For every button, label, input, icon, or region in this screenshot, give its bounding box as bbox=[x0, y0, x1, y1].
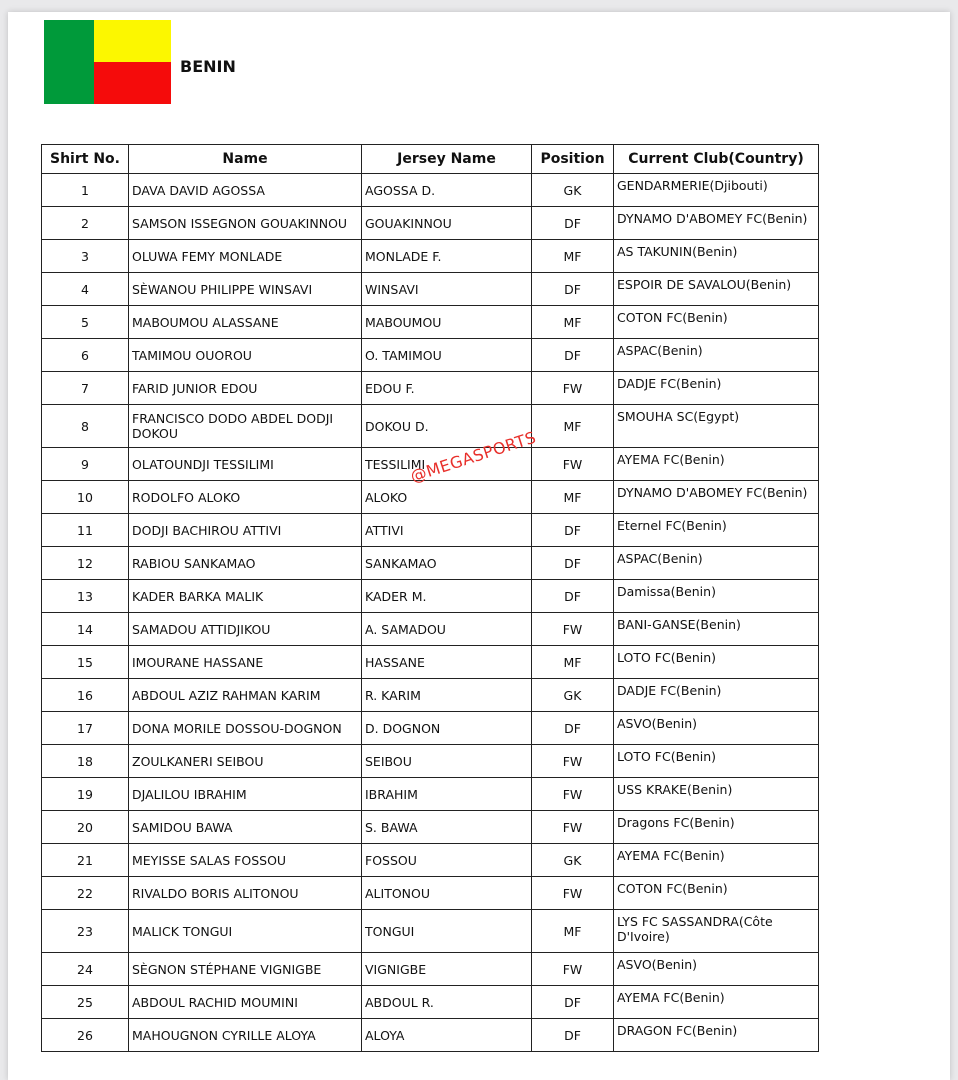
table-row bbox=[42, 811, 819, 844]
player-name-cell: OLATOUNDJI TESSILIMI bbox=[129, 448, 362, 481]
shirt-number-cell: 2 bbox=[42, 207, 129, 240]
table-row bbox=[42, 745, 819, 778]
table-row bbox=[42, 778, 819, 811]
position-cell: FW bbox=[532, 372, 614, 405]
benin-flag-icon bbox=[44, 20, 171, 104]
col-header-position: Position bbox=[532, 145, 614, 174]
shirt-number-cell: 4 bbox=[42, 273, 129, 306]
table-row bbox=[42, 514, 819, 547]
jersey-name-cell: GOUAKINNOU bbox=[362, 207, 532, 240]
position-cell: MF bbox=[532, 405, 614, 448]
player-name-cell: FARID JUNIOR EDOU bbox=[129, 372, 362, 405]
jersey-name-cell: ALITONOU bbox=[362, 877, 532, 910]
table-row bbox=[42, 580, 819, 613]
jersey-name-cell: A. SAMADOU bbox=[362, 613, 532, 646]
jersey-name-cell: KADER M. bbox=[362, 580, 532, 613]
jersey-name-cell: VIGNIGBE bbox=[362, 953, 532, 986]
col-header-name: Name bbox=[129, 145, 362, 174]
current-club-cell: COTON FC(Benin) bbox=[614, 877, 819, 910]
jersey-name-cell: DOKOU D. bbox=[362, 405, 532, 448]
current-club-cell: GENDARMERIE(Djibouti) bbox=[614, 174, 819, 207]
player-name-cell: KADER BARKA MALIK bbox=[129, 580, 362, 613]
player-name-cell: RABIOU SANKAMAO bbox=[129, 547, 362, 580]
flag-yellow-band bbox=[94, 20, 171, 62]
jersey-name-cell: EDOU F. bbox=[362, 372, 532, 405]
watermark: @MEGASPORTS bbox=[408, 427, 539, 487]
position-cell: DF bbox=[532, 273, 614, 306]
shirt-number-cell: 13 bbox=[42, 580, 129, 613]
jersey-name-cell: AGOSSA D. bbox=[362, 174, 532, 207]
player-name-cell: ABDOUL AZIZ RAHMAN KARIM bbox=[129, 679, 362, 712]
shirt-number-cell: 12 bbox=[42, 547, 129, 580]
table-row bbox=[42, 679, 819, 712]
shirt-number-cell: 8 bbox=[42, 405, 129, 448]
current-club-cell: ASVO(Benin) bbox=[614, 712, 819, 745]
shirt-number-cell: 18 bbox=[42, 745, 129, 778]
jersey-name-cell: IBRAHIM bbox=[362, 778, 532, 811]
current-club-cell: ESPOIR DE SAVALOU(Benin) bbox=[614, 273, 819, 306]
position-cell: DF bbox=[532, 514, 614, 547]
shirt-number-cell: 10 bbox=[42, 481, 129, 514]
position-cell: FW bbox=[532, 745, 614, 778]
current-club-cell: COTON FC(Benin) bbox=[614, 306, 819, 339]
current-club-cell: LOTO FC(Benin) bbox=[614, 646, 819, 679]
position-cell: FW bbox=[532, 448, 614, 481]
shirt-number-cell: 17 bbox=[42, 712, 129, 745]
position-cell: MF bbox=[532, 910, 614, 953]
player-name-cell: MALICK TONGUI bbox=[129, 910, 362, 953]
position-cell: GK bbox=[532, 844, 614, 877]
table-row bbox=[42, 372, 819, 405]
position-cell: MF bbox=[532, 646, 614, 679]
player-name-cell: RIVALDO BORIS ALITONOU bbox=[129, 877, 362, 910]
jersey-name-cell: SEIBOU bbox=[362, 745, 532, 778]
shirt-number-cell: 16 bbox=[42, 679, 129, 712]
shirt-number-cell: 24 bbox=[42, 953, 129, 986]
player-name-cell: MABOUMOU ALASSANE bbox=[129, 306, 362, 339]
col-header-current-club: Current Club(Country) bbox=[614, 145, 819, 174]
current-club-cell: DYNAMO D'ABOMEY FC(Benin) bbox=[614, 207, 819, 240]
position-cell: MF bbox=[532, 306, 614, 339]
table-row bbox=[42, 953, 819, 986]
player-name-cell: TAMIMOU OUOROU bbox=[129, 339, 362, 372]
position-cell: FW bbox=[532, 613, 614, 646]
shirt-number-cell: 15 bbox=[42, 646, 129, 679]
shirt-number-cell: 26 bbox=[42, 1019, 129, 1052]
flag-red-band bbox=[94, 62, 171, 104]
table-row bbox=[42, 339, 819, 372]
jersey-name-cell: O. TAMIMOU bbox=[362, 339, 532, 372]
player-name-cell: SAMADOU ATTIDJIKOU bbox=[129, 613, 362, 646]
current-club-cell: Damissa(Benin) bbox=[614, 580, 819, 613]
current-club-cell: ASPAC(Benin) bbox=[614, 339, 819, 372]
shirt-number-cell: 3 bbox=[42, 240, 129, 273]
current-club-cell: USS KRAKE(Benin) bbox=[614, 778, 819, 811]
current-club-cell: BANI-GANSE(Benin) bbox=[614, 613, 819, 646]
shirt-number-cell: 21 bbox=[42, 844, 129, 877]
position-cell: GK bbox=[532, 174, 614, 207]
position-cell: FW bbox=[532, 953, 614, 986]
player-name-cell: ABDOUL RACHID MOUMINI bbox=[129, 986, 362, 1019]
player-name-cell: DONA MORILE DOSSOU-DOGNON bbox=[129, 712, 362, 745]
current-club-cell: AS TAKUNIN(Benin) bbox=[614, 240, 819, 273]
shirt-number-cell: 11 bbox=[42, 514, 129, 547]
position-cell: DF bbox=[532, 339, 614, 372]
current-club-cell: AYEMA FC(Benin) bbox=[614, 844, 819, 877]
player-name-cell: MEYISSE SALAS FOSSOU bbox=[129, 844, 362, 877]
shirt-number-cell: 19 bbox=[42, 778, 129, 811]
jersey-name-cell: MABOUMOU bbox=[362, 306, 532, 339]
position-cell: DF bbox=[532, 580, 614, 613]
jersey-name-cell: ALOKO bbox=[362, 481, 532, 514]
shirt-number-cell: 9 bbox=[42, 448, 129, 481]
player-name-cell: OLUWA FEMY MONLADE bbox=[129, 240, 362, 273]
header-row bbox=[42, 145, 819, 174]
player-name-cell: DAVA DAVID AGOSSA bbox=[129, 174, 362, 207]
player-name-cell: ZOULKANERI SEIBOU bbox=[129, 745, 362, 778]
table-row bbox=[42, 207, 819, 240]
player-name-cell: SÈGNON STÉPHANE VIGNIGBE bbox=[129, 953, 362, 986]
position-cell: FW bbox=[532, 877, 614, 910]
position-cell: MF bbox=[532, 481, 614, 514]
jersey-name-cell: R. KARIM bbox=[362, 679, 532, 712]
current-club-cell: AYEMA FC(Benin) bbox=[614, 448, 819, 481]
col-header-jersey-name: Jersey Name bbox=[362, 145, 532, 174]
shirt-number-cell: 5 bbox=[42, 306, 129, 339]
current-club-cell: AYEMA FC(Benin) bbox=[614, 986, 819, 1019]
player-name-cell: RODOLFO ALOKO bbox=[129, 481, 362, 514]
player-name-cell: IMOURANE HASSANE bbox=[129, 646, 362, 679]
jersey-name-cell: WINSAVI bbox=[362, 273, 532, 306]
current-club-cell: Dragons FC(Benin) bbox=[614, 811, 819, 844]
position-cell: DF bbox=[532, 207, 614, 240]
jersey-name-cell: HASSANE bbox=[362, 646, 532, 679]
current-club-cell: DADJE FC(Benin) bbox=[614, 679, 819, 712]
player-name-cell: SAMSON ISSEGNON GOUAKINNOU bbox=[129, 207, 362, 240]
current-club-cell: DYNAMO D'ABOMEY FC(Benin) bbox=[614, 481, 819, 514]
current-club-cell: LOTO FC(Benin) bbox=[614, 745, 819, 778]
table-row bbox=[42, 273, 819, 306]
current-club-cell: Eternel FC(Benin) bbox=[614, 514, 819, 547]
shirt-number-cell: 20 bbox=[42, 811, 129, 844]
table-row bbox=[42, 481, 819, 514]
table-row bbox=[42, 877, 819, 910]
position-cell: MF bbox=[532, 240, 614, 273]
position-cell: DF bbox=[532, 712, 614, 745]
table-row bbox=[42, 240, 819, 273]
table-row bbox=[42, 712, 819, 745]
shirt-number-cell: 23 bbox=[42, 910, 129, 953]
table-row bbox=[42, 1019, 819, 1052]
position-cell: FW bbox=[532, 778, 614, 811]
table-row bbox=[42, 613, 819, 646]
current-club-cell: DRAGON FC(Benin) bbox=[614, 1019, 819, 1052]
current-club-cell: SMOUHA SC(Egypt) bbox=[614, 405, 819, 448]
current-club-cell: ASVO(Benin) bbox=[614, 953, 819, 986]
player-name-cell: MAHOUGNON CYRILLE ALOYA bbox=[129, 1019, 362, 1052]
current-club-cell: LYS FC SASSANDRA(Côte D'Ivoire) bbox=[614, 910, 819, 953]
jersey-name-cell: ALOYA bbox=[362, 1019, 532, 1052]
table-row bbox=[42, 547, 819, 580]
table-row bbox=[42, 174, 819, 207]
current-club-cell: DADJE FC(Benin) bbox=[614, 372, 819, 405]
shirt-number-cell: 1 bbox=[42, 174, 129, 207]
position-cell: DF bbox=[532, 547, 614, 580]
jersey-name-cell: TESSILIMI bbox=[362, 448, 532, 481]
table-row bbox=[42, 910, 819, 953]
table-row bbox=[42, 306, 819, 339]
table-row bbox=[42, 844, 819, 877]
table-row bbox=[42, 986, 819, 1019]
jersey-name-cell: D. DOGNON bbox=[362, 712, 532, 745]
roster-body bbox=[42, 174, 819, 1052]
shirt-number-cell: 25 bbox=[42, 986, 129, 1019]
flag-green-band bbox=[44, 20, 94, 104]
shirt-number-cell: 7 bbox=[42, 372, 129, 405]
country-title: BENIN bbox=[180, 57, 236, 76]
shirt-number-cell: 22 bbox=[42, 877, 129, 910]
position-cell: DF bbox=[532, 1019, 614, 1052]
player-name-cell: DJALILOU IBRAHIM bbox=[129, 778, 362, 811]
position-cell: GK bbox=[532, 679, 614, 712]
roster-table bbox=[41, 144, 819, 1052]
col-header-shirt-no: Shirt No. bbox=[42, 145, 129, 174]
table-row bbox=[42, 405, 819, 448]
jersey-name-cell: SANKAMAO bbox=[362, 547, 532, 580]
table-row bbox=[42, 646, 819, 679]
jersey-name-cell: S. BAWA bbox=[362, 811, 532, 844]
jersey-name-cell: MONLADE F. bbox=[362, 240, 532, 273]
player-name-cell: DODJI BACHIROU ATTIVI bbox=[129, 514, 362, 547]
shirt-number-cell: 14 bbox=[42, 613, 129, 646]
jersey-name-cell: ATTIVI bbox=[362, 514, 532, 547]
jersey-name-cell: ABDOUL R. bbox=[362, 986, 532, 1019]
player-name-cell: SÈWANOU PHILIPPE WINSAVI bbox=[129, 273, 362, 306]
shirt-number-cell: 6 bbox=[42, 339, 129, 372]
player-name-cell: SAMIDOU BAWA bbox=[129, 811, 362, 844]
position-cell: DF bbox=[532, 986, 614, 1019]
jersey-name-cell: TONGUI bbox=[362, 910, 532, 953]
position-cell: FW bbox=[532, 811, 614, 844]
player-name-cell: FRANCISCO DODO ABDEL DODJI DOKOU bbox=[129, 405, 362, 448]
current-club-cell: ASPAC(Benin) bbox=[614, 547, 819, 580]
jersey-name-cell: FOSSOU bbox=[362, 844, 532, 877]
